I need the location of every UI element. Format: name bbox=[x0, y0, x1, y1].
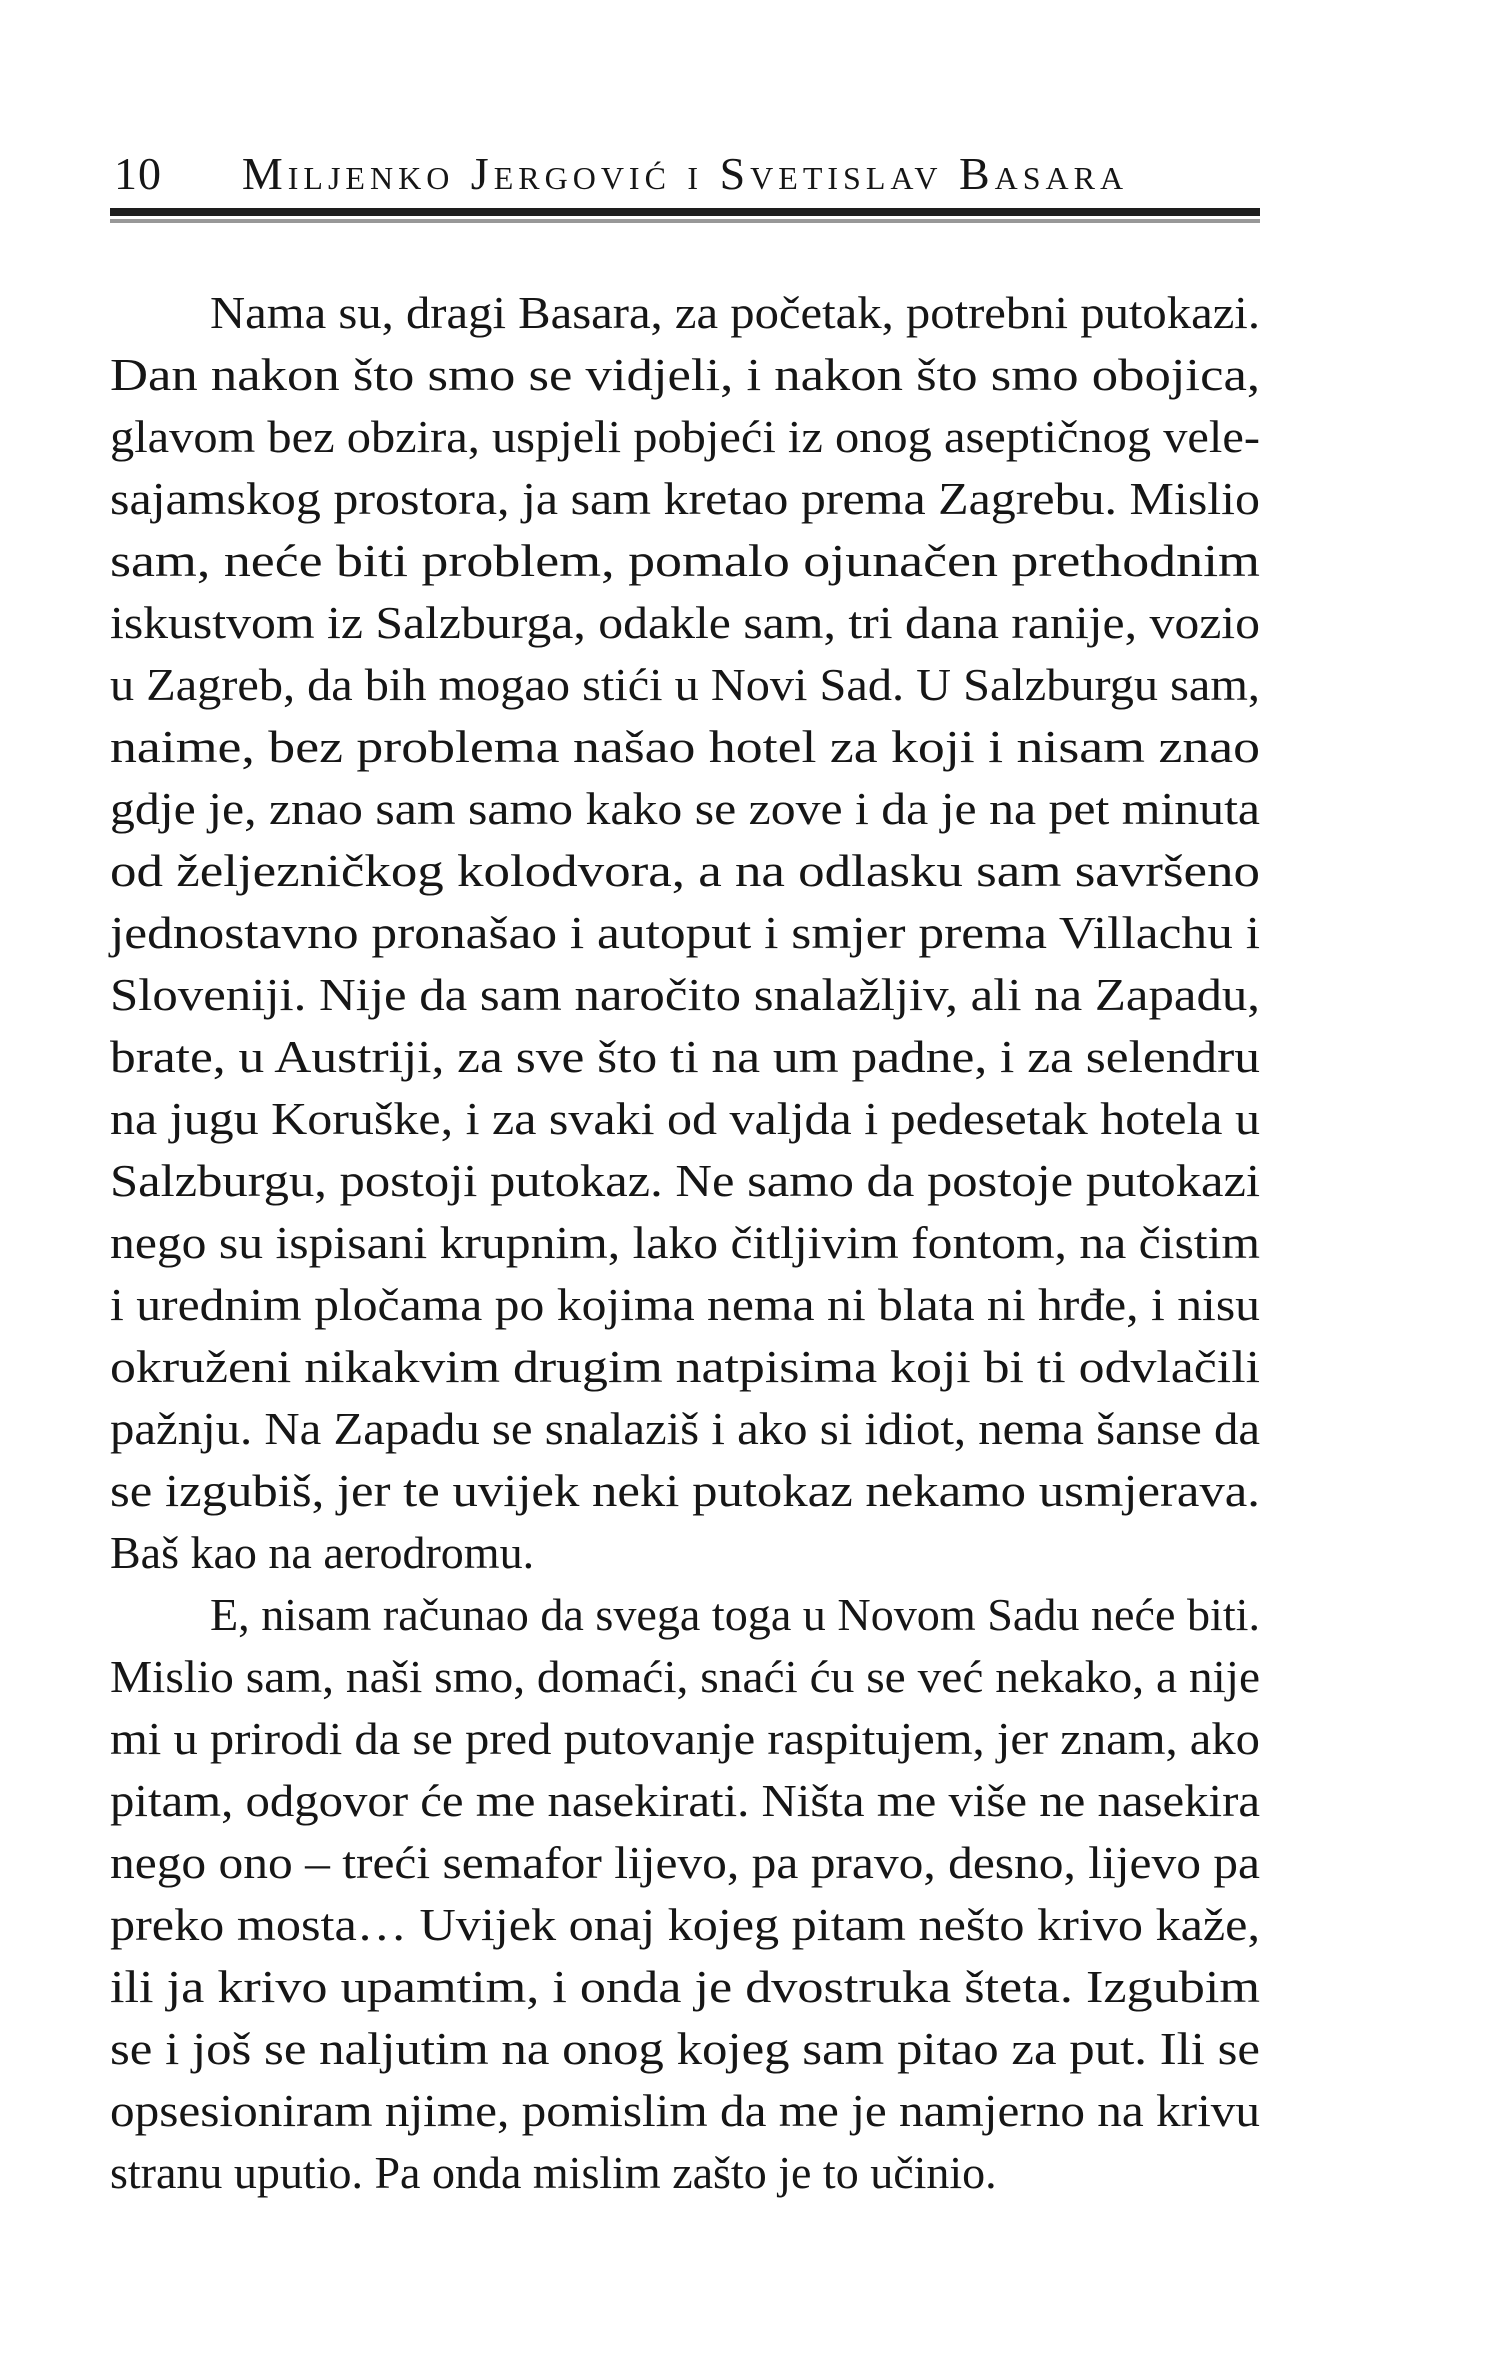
text-line: Nama su, dragi Basara, za početak, potrebni putokazi. bbox=[210, 287, 1260, 338]
running-header-title: Miljenko Jergović i Svetislav Basara bbox=[241, 148, 1129, 199]
text-line: E, nisam računao da svega toga u Novom Sadu neće biti. bbox=[210, 1589, 1260, 1640]
text-line: na jugu Koruške, i za svaki od valjda i pedesetak hotela u bbox=[110, 1093, 1260, 1144]
header-rule-thin-line bbox=[110, 219, 1260, 223]
text-line: od željezničkog kolodvora, a na odlasku sam savršeno bbox=[110, 845, 1260, 896]
text-line: iskustvom iz Salzburga, odakle sam, tri dana ranije, vozio bbox=[110, 597, 1260, 648]
text-line: u Zagreb, da bih mogao stići u Novi Sad. U Salzburgu sam, bbox=[110, 659, 1260, 710]
text-line: okruženi nikakvim drugim natpisima koji bi ti odvlačili bbox=[110, 1341, 1260, 1392]
text-line: sam, neće biti problem, pomalo ojunačen prethodnim bbox=[110, 535, 1260, 586]
header-rule bbox=[110, 208, 1260, 223]
text-line: se i još se naljutim na onog kojeg sam pitao za put. Ili se bbox=[110, 2023, 1260, 2074]
text-line: opsesioniram njime, pomislim da me je namjerno na krivu bbox=[110, 2085, 1260, 2136]
page-number: 10 bbox=[114, 148, 162, 199]
text-line: gdje je, znao sam samo kako se zove i da je na pet minuta bbox=[110, 783, 1260, 834]
text-line: glavom bez obzira, uspjeli pobjeći iz onog aseptičnog vele- bbox=[110, 411, 1260, 462]
text-line: sajamskog prostora, ja sam kretao prema Zagrebu. Mislio bbox=[110, 473, 1260, 524]
text-line: i urednim pločama po kojima nema ni blata ni hrđe, i nisu bbox=[110, 1279, 1260, 1330]
text-line: naime, bez problema našao hotel za koji i nisam znao bbox=[110, 721, 1260, 772]
text-line: jednostavno pronašao i autoput i smjer prema Villachu i bbox=[110, 907, 1260, 958]
header-rule-thick-line bbox=[110, 208, 1260, 216]
text-line: Baš kao na aerodromu. bbox=[110, 1527, 535, 1578]
text-line: pitam, odgovor će me nasekirati. Ništa me više ne nasekira bbox=[110, 1775, 1260, 1826]
text-line: Dan nakon što smo se vidjeli, i nakon što smo obojica, bbox=[110, 349, 1260, 400]
text-line: Sloveniji. Nije da sam naročito snalažljiv, ali na Zapadu, bbox=[110, 969, 1260, 1020]
text-line: mi u prirodi da se pred putovanje raspitujem, jer znam, ako bbox=[110, 1713, 1260, 1764]
text-line: se izgubiš, jer te uvijek neki putokaz nekamo usmjerava. bbox=[110, 1465, 1260, 1516]
text-line: Mislio sam, naši smo, domaći, snaći ću se već nekako, a nije bbox=[110, 1651, 1260, 1702]
text-line: stranu uputio. Pa onda mislim zašto je to učinio. bbox=[110, 2147, 997, 2198]
page-header bbox=[110, 148, 1260, 204]
text-line: ili ja krivo upamtim, i onda je dvostruka šteta. Izgubim bbox=[110, 1961, 1260, 2012]
text-block bbox=[110, 282, 1260, 2204]
text-line: pažnju. Na Zapadu se snalaziš i ako si idiot, nema šanse da bbox=[110, 1403, 1260, 1454]
text-line: preko mosta… Uvijek onaj kojeg pitam nešto krivo kaže, bbox=[110, 1899, 1260, 1950]
text-line: Salzburgu, postoji putokaz. Ne samo da postoje putokazi bbox=[110, 1155, 1260, 1206]
text-line: brate, u Austriji, za sve što ti na um padne, i za selendru bbox=[110, 1031, 1260, 1082]
text-line: nego ono – treći semafor lijevo, pa pravo, desno, lijevo pa bbox=[110, 1837, 1260, 1888]
text-line: nego su ispisani krupnim, lako čitljivim fontom, na čistim bbox=[110, 1217, 1260, 1268]
